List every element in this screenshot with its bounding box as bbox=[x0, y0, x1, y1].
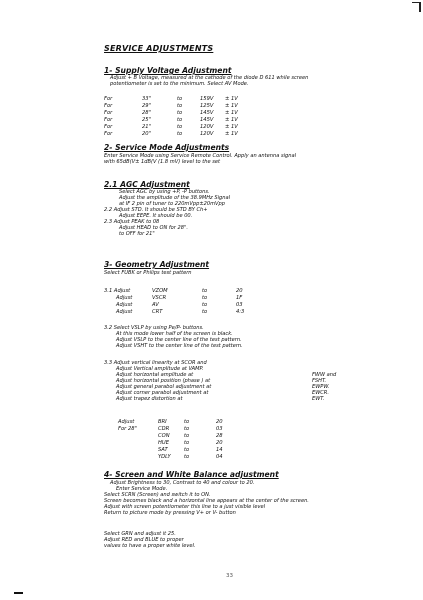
white-balance-text: Return to picture mode by pressing V+ or V- button bbox=[104, 510, 236, 516]
parameter-code: FWW and bbox=[312, 372, 337, 378]
linearity-text: Adjust horizontal position (phase ) at bbox=[116, 378, 211, 384]
linearity-text: 3.3 Adjust vertical linearity at SCOR and bbox=[104, 360, 207, 366]
section-3-intro: Select FUBK or Philips test pattern bbox=[104, 270, 192, 276]
section-3-heading: 3- Geometry Adjustment bbox=[104, 260, 210, 269]
parameter-code: EWCR. bbox=[312, 390, 329, 396]
footer-mark bbox=[14, 592, 23, 594]
section-2-heading: 2- Service Mode Adjustments bbox=[104, 143, 230, 152]
vslp-text: Adjust VSLP to the center line of the test pattern. bbox=[116, 337, 242, 343]
white-balance-text: Adjust with screen potentiometer this line to a just visible level bbox=[104, 504, 266, 510]
page-title: SERVICE ADJUSTMENTS bbox=[104, 44, 214, 53]
agc-text: at IF 2 pin of tuner to 220mVpp±20mVpp bbox=[119, 201, 226, 207]
agc-text: Select AGC by using +P, -P buttons. bbox=[119, 189, 210, 195]
white-balance-text: Enter Service Mode. bbox=[116, 486, 168, 492]
agc-text: 2.3 Adjust PEAK to 08 bbox=[104, 219, 160, 225]
manual-page: SERVICE ADJUSTMENTS 1- Supply Voltage Adjustment Adjust + B Voltage, measured at the cathode of the diode D 611 while screen potentiometer is set to the minimum. Select AV Mode. For 33" to 159V ± 1V For 29" to 125V ± 1V For 28" to 145V ± 1V For 25" to 145V ± 1V For 21" to 120V ± 1V For 20" to 120V ± 1V 2- Service Mode Adjustments Enter Service Mode using Service Remote Control. Apply an antenna signal with 65dB(V± 1dB(V (1.8 mV) level to the set 2.1 AGC Adjustment Select AGC by using +P, -P buttons. Adjust the amplitude of the 38.9MHz Signal at IF 2 pin of tuner to 220mVpp±20mVpp 2.2 Adjust STD. It should be STD BY Ch+ Adjust EEPE. It should be 00. 2.3 Adjust PEAK to 08 Adjust HEAD to ON for 28". to OFF for 21" 3- Geometry Adjustment Select FUBK or Philips test pattern 3.1 Adjust VZOM to 20 Adjust VSCR to 1F Adjust AV to 03 Adjust CRT to 4:3 3.2 Select VSLP by using Pe/P- buttons. At this mode lower half of the screen is black. Adjust VSLP to the center line of the test pattern. Adjust VSHT to the center line of the test pattern. 3.3 Adjust vertical linearity at SCOR and Adjust Vertical amplitude at VAMP. Adjust horizontal amplitude at Adjust horizontal position (phase ) at Adjust general parabol adjustment at Adjust corner parabol adjustment at Adjust trapez distortion at FWW and FSHT. EWPW. EWCR. EWT. Adjust BRI to 20 For 28" CDR to 03 CON to 28 HUE to 20 SAT to 14 YDLY to 04 4- Screen and White Balance adjustment Adjust Brightness to 30, Contrast to 40 and colour to 20. Enter Service Mode. Select SCRN (Screen) and switch it to ON. Screen becomes black and a horizontal line appears at the center of the screen. Adjust with screen potentiometer this line to a just visible level Return to picture mode by pressing V+ or V- button Select GRN and adjust it 25. Adjust RED and BLUE to proper values to have a proper white level. 33 bbox=[0, 0, 423, 600]
parameter-code: FSHT. bbox=[312, 378, 327, 384]
vslp-text: At this mode lower half of the screen is black. bbox=[116, 331, 233, 337]
section-4-heading: 4- Screen and White Balance adjustment bbox=[104, 470, 279, 479]
linearity-text: Adjust corner parabol adjustment at bbox=[116, 390, 209, 396]
linearity-text: Adjust trapez distortion at bbox=[116, 396, 183, 402]
section-2-text: with 65dB(V± 1dB(V (1.8 mV) level to the set bbox=[104, 159, 221, 165]
agc-text: 2.2 Adjust STD. It should be STD BY Ch+ bbox=[104, 207, 208, 213]
section-1-text: potentiometer is set to the minimum. Select AV Mode. bbox=[110, 81, 249, 87]
white-balance-text: Select GRN and adjust it 25. bbox=[104, 531, 176, 537]
section-1-heading: 1- Supply Voltage Adjustment bbox=[104, 66, 232, 75]
section-1-text: Adjust + B Voltage, measured at the cathode of the diode D 611 while screen bbox=[110, 75, 309, 81]
agc-text: Adjust EEPE. It should be 00. bbox=[119, 213, 193, 219]
vslp-text: 3.2 Select VSLP by using Pe/P- buttons. bbox=[104, 325, 204, 331]
white-balance-text: Screen becomes black and a horizontal line appears at the center of the screen. bbox=[104, 498, 309, 504]
linearity-text: Adjust general parabol adjustment at bbox=[116, 384, 212, 390]
white-balance-text: values to have a proper white level. bbox=[104, 543, 196, 549]
agc-text: Adjust the amplitude of the 38.9MHz Signal bbox=[119, 195, 230, 201]
white-balance-text: Adjust Brightness to 30, Contrast to 40 and colour to 20. bbox=[110, 480, 255, 486]
linearity-text: Adjust Vertical amplitude at VAMP. bbox=[116, 366, 204, 372]
section-2-1-heading: 2.1 AGC Adjustment bbox=[104, 180, 190, 189]
section-2-text: Enter Service Mode using Service Remote Control. Apply an antenna signal bbox=[104, 153, 297, 159]
page-corner-mark bbox=[412, 2, 421, 12]
page-number: 33 bbox=[226, 573, 233, 579]
white-balance-text: Adjust RED and BLUE to proper bbox=[104, 537, 184, 543]
vslp-text: Adjust VSHT to the center line of the test pattern. bbox=[116, 343, 243, 349]
agc-text: to OFF for 21" bbox=[119, 231, 155, 237]
linearity-text: Adjust horizontal amplitude at bbox=[116, 372, 194, 378]
white-balance-text: Select SCRN (Screen) and switch it to ON. bbox=[104, 492, 211, 498]
agc-text: Adjust HEAD to ON for 28". bbox=[119, 225, 188, 231]
parameter-code: EWT. bbox=[312, 396, 325, 402]
parameter-code: EWPW. bbox=[312, 384, 330, 390]
